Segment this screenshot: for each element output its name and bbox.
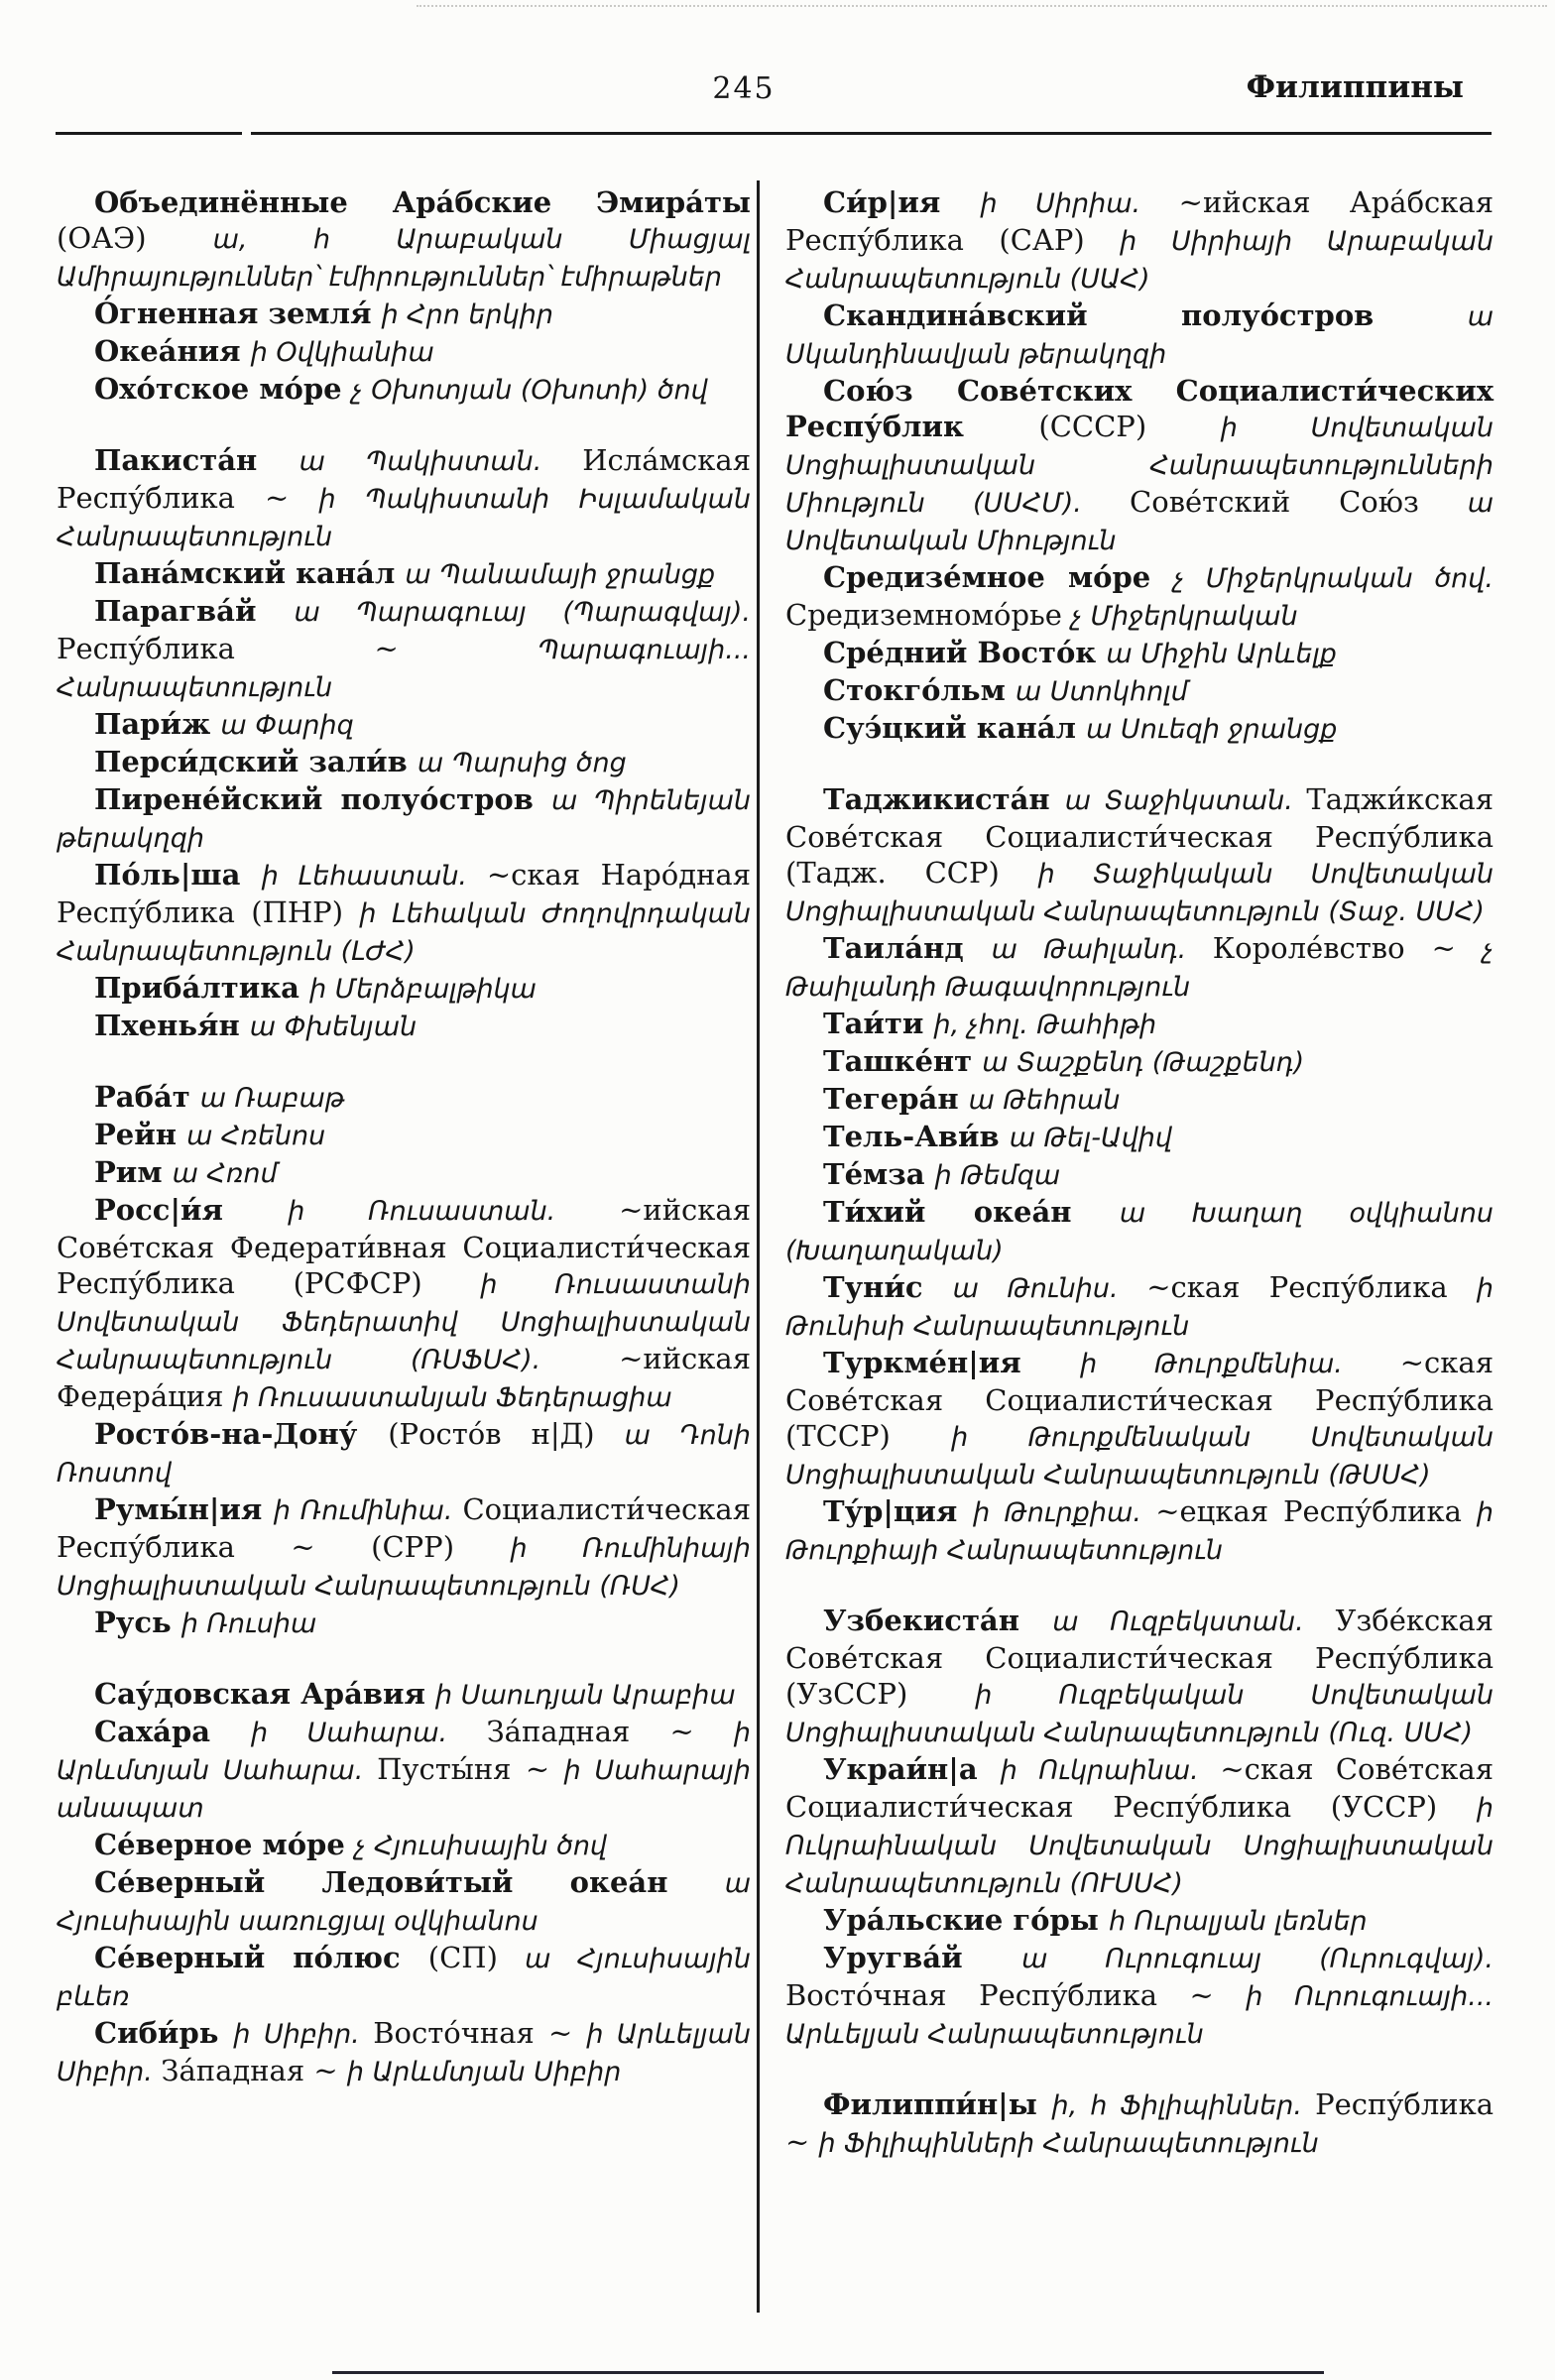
headword: Пана́мский кана́л xyxy=(94,556,406,590)
left-column xyxy=(57,184,751,2090)
headword: Се́верный по́люс xyxy=(94,1941,428,1974)
armenian-text: ի Սահարա. xyxy=(251,1718,487,1748)
headword: Ту́р|ция xyxy=(823,1494,974,1528)
headword: Таджикиста́н xyxy=(823,782,1065,816)
headword: Средизе́мное мо́ре xyxy=(823,560,1174,594)
entry-group xyxy=(57,184,751,409)
armenian-text: ա Հռենոս xyxy=(186,1121,326,1151)
russian-text: Восто́чная ~ xyxy=(373,2016,587,2050)
armenian-text: ի Արևելյան Սիբիր. xyxy=(57,2019,751,2087)
dictionary-entry xyxy=(785,1156,1494,1194)
armenian-text: Պարագուայի... Հանրապետություն xyxy=(57,635,751,703)
russian-text: ~ская Наро́дная Респу́блика (ПНР) xyxy=(57,858,751,929)
russian-text: ~ийская Федера́ция xyxy=(57,1342,751,1413)
headword: Океа́ния xyxy=(94,334,251,368)
armenian-text: ի Արևմտյան Սիբիր xyxy=(346,2057,622,2087)
armenian-text: ա Տաջիկստան. xyxy=(1064,785,1307,816)
russian-text: За́падная ~ xyxy=(161,2054,347,2087)
headword: Рейн xyxy=(94,1118,187,1151)
headword: По́ль|ша xyxy=(94,858,262,892)
armenian-text: ի Ռումինիայի Սոցիալիստական Հանրապետություն (ՌՍՀ) xyxy=(57,1533,751,1602)
right-column xyxy=(785,184,1494,2162)
dictionary-entry xyxy=(57,1117,751,1154)
headword: Саха́ра xyxy=(94,1715,252,1748)
headword: Ти́хий океа́н xyxy=(823,1195,1120,1229)
armenian-text: ա Պակիստան. xyxy=(299,446,583,477)
headword: Сою́з Сове́тских Социалисти́ческих Респу́блик xyxy=(785,374,1494,443)
armenian-text: ա Թել-Ավիվ xyxy=(1009,1123,1173,1153)
dictionary-entry xyxy=(57,593,751,706)
dictionary-entry xyxy=(57,1192,751,1416)
armenian-text: ի Սիրիայի Արաբական Հանրապետություն (ՍԱՀ) xyxy=(785,226,1494,295)
headword: Росс|и́я xyxy=(94,1193,289,1227)
dictionary-entry xyxy=(785,1081,1494,1119)
headword: Пакиста́н xyxy=(94,443,299,477)
russian-text: Социалисти́ческая Респу́блика ~ (СРР) xyxy=(57,1492,752,1564)
armenian-text: ի Թուրքիայի Հանրապետություն xyxy=(785,1497,1494,1566)
dictionary-entry xyxy=(57,442,751,555)
entry-group xyxy=(785,781,1494,1569)
headword: Рим xyxy=(94,1155,173,1189)
headword: Пари́ж xyxy=(94,707,221,741)
armenian-text: ա Պանամայի ջրանցք xyxy=(405,559,716,590)
dictionary-entry xyxy=(785,1345,1494,1493)
entry-group xyxy=(785,1603,1494,2053)
armenian-text: ի Սիրիա. xyxy=(980,188,1179,219)
dictionary-entry xyxy=(785,1119,1494,1156)
dictionary-entry xyxy=(785,559,1494,635)
headword: Росто́в-на-Дону́ xyxy=(94,1417,389,1451)
russian-text: Восто́чная Респу́блика ~ xyxy=(785,1978,1247,2012)
dictionary-entry xyxy=(785,710,1494,748)
scan-artifact-dotted-line xyxy=(417,5,1547,7)
armenian-text: հ Ուրալյան լեռներ xyxy=(1108,1906,1368,1937)
headword: Филиппи́н|ы xyxy=(823,2087,1052,2121)
armenian-text: ի Թուրքմենիա. xyxy=(1080,1349,1400,1379)
russian-text: ~ская Сове́тская Социалисти́ческая Респу́блика (ТССР) xyxy=(785,1346,1494,1453)
dictionary-entry xyxy=(57,1676,751,1714)
headword: Румы́н|ия xyxy=(94,1492,274,1526)
russian-text: Исла́мская Респу́блика ~ xyxy=(57,443,751,515)
guide-word: Филиппины xyxy=(1246,69,1464,105)
headword: Стокго́льм xyxy=(823,673,1016,707)
armenian-text: ի Ուկրաինա. xyxy=(1000,1755,1221,1786)
armenian-text: ա Ստոկհոլմ xyxy=(1015,676,1188,707)
russian-text: Сове́тский Сою́з xyxy=(1130,485,1468,519)
armenian-text: ա Դոնի Ռոստով xyxy=(57,1420,751,1488)
armenian-text: ի Թուրքիա. xyxy=(973,1497,1156,1528)
russian-text: ~ийская Ара́бская Респу́блика (САР) xyxy=(785,185,1495,257)
armenian-text: ի Ռումինիա. xyxy=(273,1495,463,1526)
dictionary-entry xyxy=(57,857,751,970)
armenian-text: ի Արևմտյան Սահարա. xyxy=(57,1718,751,1786)
armenian-text: ա Հյուսիսային բևեռ xyxy=(57,1944,751,2012)
dictionary-entry xyxy=(785,1751,1494,1902)
dictionary-entry xyxy=(57,1079,751,1117)
headword: О́гненная земля́ xyxy=(94,297,382,330)
headword: Узбекиста́н xyxy=(823,1604,1053,1637)
dictionary-entry xyxy=(57,1416,751,1491)
armenian-text: ա Հյուսիսային սառուցյալ օվկիանոս xyxy=(57,1868,751,1937)
headword: Сиби́рь xyxy=(94,2016,234,2050)
russian-text: (СП) xyxy=(427,1941,526,1974)
armenian-text: ա Խաղաղ օվկիանոս (Խաղաղական) xyxy=(785,1198,1494,1266)
armenian-text: ի Լեհաստան. xyxy=(261,861,487,892)
dictionary-entry xyxy=(57,371,751,409)
russian-text: (Росто́в н|Д) xyxy=(388,1417,625,1451)
dictionary-entry xyxy=(57,333,751,371)
armenian-text: ա Տաշքենդ (Թաշքենդ) xyxy=(982,1047,1305,1078)
dictionary-entry xyxy=(57,970,751,1008)
armenian-text: ի Ռուսիա xyxy=(180,1608,317,1639)
dictionary-entry xyxy=(785,635,1494,672)
entry-group xyxy=(57,442,751,1045)
dictionary-entry xyxy=(785,672,1494,710)
armenian-text: չ Միջերկրական ծով. xyxy=(1173,563,1494,594)
headword: Сре́дний Восто́к xyxy=(823,636,1107,669)
armenian-text: ի Մերձբալթիկա xyxy=(309,974,537,1005)
armenian-text: ա Փխենյան xyxy=(249,1012,418,1042)
russian-text: ~ская Респу́блика xyxy=(1146,1270,1477,1304)
headword: Ташке́нт xyxy=(823,1044,983,1078)
dictionary-entry xyxy=(785,1603,1494,1751)
armenian-text: ի Սիբիր. xyxy=(233,2019,374,2050)
russian-text: Узбе́кская Сове́тская Социалисти́ческая Респу́блика (УзССР) xyxy=(785,1604,1494,1711)
entry-group xyxy=(785,2086,1494,2162)
dictionary-entry xyxy=(785,184,1494,298)
headword: Ура́льские го́ры xyxy=(823,1903,1109,1937)
dictionary-entry xyxy=(785,373,1494,559)
page-number: 245 xyxy=(712,71,776,106)
armenian-text: ա Ուզբեկստան. xyxy=(1052,1606,1336,1637)
russian-text: Таджи́кская Сове́тская Социалисти́ческая Респу́блика (Тадж. ССР) xyxy=(785,782,1494,890)
entry-group xyxy=(57,1079,751,1642)
dictionary-entry xyxy=(785,1043,1494,1081)
headword: Перси́дский зали́в xyxy=(94,745,418,778)
dictionary-entry xyxy=(785,1902,1494,1940)
dictionary-entry xyxy=(57,2015,751,2090)
armenian-text: ի Լեհական Ժողովրդական Հանրապետություն (ԼԺՀ) xyxy=(57,898,751,967)
dictionary-entry xyxy=(785,930,1494,1006)
dictionary-entry xyxy=(57,1827,751,1864)
armenian-text: ի Սահարայի անապատ xyxy=(57,1755,752,1824)
russian-text: Короле́вство ~ xyxy=(1212,931,1484,965)
dictionary-entry xyxy=(57,1491,751,1605)
headword: Скандина́вский полуо́стров xyxy=(823,298,1468,332)
armenian-text: ի Պակիստանի Իսլամական Հանրապետություն xyxy=(57,484,751,552)
dictionary-entry xyxy=(57,184,751,296)
headword: Туркме́н|ия xyxy=(823,1346,1081,1379)
armenian-text: ա Պիրենեյան թերակղզի xyxy=(57,785,751,854)
armenian-text: ա Թեհրան xyxy=(968,1085,1121,1116)
armenian-text: ա Պարագուայ (Պարագվայ). xyxy=(294,597,752,628)
armenian-text: ա Ռաբաթ xyxy=(199,1083,345,1114)
armenian-text: չ Թաիլանդի Թագավորություն xyxy=(785,934,1494,1003)
russian-text: Респу́блика ~ xyxy=(785,2087,1494,2159)
dictionary-entry xyxy=(785,1940,1494,2053)
dictionary-entry xyxy=(57,296,751,333)
headword: Украи́н|а xyxy=(823,1752,1001,1786)
armenian-text: ա Հռոմ xyxy=(172,1158,278,1189)
russian-text: (СССР) xyxy=(1038,410,1221,443)
armenian-text: ա Սովետական Միություն xyxy=(785,488,1494,556)
dictionary-entry xyxy=(785,1493,1494,1569)
dictionary-entry xyxy=(785,781,1494,930)
russian-text: Респу́блика ~ xyxy=(57,632,538,665)
headword: Тель-Ави́в xyxy=(823,1120,1010,1153)
dictionary-entry xyxy=(57,1940,751,2015)
russian-text: ~ийская Сове́тская Федерати́вная Социалисти́ческая Респу́блика (РСФСР) xyxy=(57,1193,752,1300)
dictionary-entry xyxy=(57,706,751,744)
dictionary-entry xyxy=(57,744,751,781)
scan-artifact-line xyxy=(332,2371,1324,2374)
entry-group xyxy=(57,1676,751,2090)
russian-text: За́падная ~ xyxy=(486,1715,734,1748)
armenian-text: ա Սուեզի ջրանցք xyxy=(1086,714,1338,745)
dictionary-entry xyxy=(57,1864,751,1940)
armenian-text: ա Սկանդինավյան թերակղզի xyxy=(785,301,1494,370)
armenian-text: ի Ռուսաստանյան Ֆեդերացիա xyxy=(232,1382,672,1413)
headword: Се́верный Ледови́тый океа́н xyxy=(94,1865,725,1899)
armenian-text: ա Փարիզ xyxy=(220,710,354,741)
headword: Сау́довская Ара́вия xyxy=(94,1677,436,1711)
headword: Те́мза xyxy=(823,1157,935,1191)
armenian-text: ի Ուկրաինական Սովետական Սոցիալիստական Հանրապետություն (ՈՒՍՍՀ) xyxy=(785,1793,1494,1899)
armenian-text: ի Տաջիկական Սովետական Սոցիալիստական Հանրապետություն (Տաջ. ՍՍՀ) xyxy=(785,859,1494,927)
dictionary-entry xyxy=(57,781,751,857)
armenian-text: չ Միջերկրական xyxy=(1071,601,1298,632)
armenian-text: ա Միջին Արևելք xyxy=(1106,639,1337,669)
headword: Уругва́й xyxy=(823,1941,1022,1974)
headword: Объединённые Ара́бские Эмира́ты xyxy=(94,185,751,219)
dictionary-entry xyxy=(57,1605,751,1642)
russian-text: ~ецкая Респу́блика xyxy=(1155,1494,1477,1528)
headword: Си́р|ия xyxy=(823,185,981,219)
russian-text: (ОАЭ) xyxy=(57,221,213,255)
headword: Парагва́й xyxy=(94,594,295,628)
russian-text: ~ская Сове́тская Социалисти́ческая Респу́блика (УССР) xyxy=(785,1752,1494,1824)
headword: Раба́т xyxy=(94,1080,200,1114)
headword: Приба́лтика xyxy=(94,971,310,1005)
armenian-text: ի Հրո երկիր xyxy=(381,299,553,330)
dictionary-entry xyxy=(785,298,1494,373)
dictionary-entry xyxy=(57,1154,751,1192)
dictionary-entry xyxy=(785,2086,1494,2162)
armenian-text: ա Թունիս. xyxy=(952,1273,1147,1304)
armenian-text: ա Ուրուգուայ (Ուրուգվայ). xyxy=(1021,1944,1494,1974)
dictionary-entry xyxy=(57,555,751,593)
headword: Таи́ти xyxy=(823,1007,934,1040)
headword: Суэ́цкий кана́л xyxy=(823,711,1087,745)
dictionary-entry xyxy=(785,1194,1494,1269)
armenian-text: ի, հ Ֆիլիպիններ. xyxy=(1051,2090,1316,2121)
header-rule xyxy=(56,132,1492,135)
armenian-text: ա Պարսից ծոց xyxy=(417,748,627,778)
armenian-text: ի Թունիսի Հանրապետություն xyxy=(785,1273,1495,1342)
armenian-text: ա, հ Արաբական Միացյալ Ամիրայություններ՝ էմիրություններ՝ էմիրաթներ xyxy=(57,224,751,293)
armenian-text: ի Օվկիանիա xyxy=(250,337,434,368)
headword: Охо́тское мо́ре xyxy=(94,372,352,406)
russian-text: Средиземномо́рье xyxy=(785,598,1072,632)
armenian-text: ի Ուզբեկական Սովետական Սոցիալիստական Հանրապետություն (Ուզ. ՍՍՀ) xyxy=(785,1680,1494,1748)
headword: Туни́с xyxy=(823,1270,953,1304)
dictionary-entry xyxy=(57,1008,751,1045)
dictionary-entry xyxy=(785,1006,1494,1043)
armenian-text: ի Սաուդյան Արաբիա xyxy=(435,1680,736,1711)
armenian-text: ի Ռուսաստան. xyxy=(288,1196,620,1227)
armenian-text: ի Ռուսաստանի Սովետական Ֆեդերատիվ Սոցիալիստական Հանրապետություն (ՌՍՖՍՀ). xyxy=(57,1269,751,1375)
armenian-text: ի, չհոլ. Թահիթի xyxy=(933,1010,1157,1040)
armenian-text: ի Ֆիլիպինների Հանրապետություն xyxy=(818,2128,1319,2159)
headword: Русь xyxy=(94,1606,181,1639)
headword: Пирене́йский полуо́стров xyxy=(94,782,551,816)
headword: Таила́нд xyxy=(823,931,992,965)
entry-group xyxy=(785,184,1494,748)
armenian-text: չ Հյուսիսային ծով xyxy=(354,1831,608,1861)
armenian-text: ի Սովետական Սոցիալիստական Հանրապետությունների Միություն (ՍՍՀՄ). xyxy=(785,413,1494,519)
armenian-text: չ Օխոտյան (Օխոտի) ծով xyxy=(351,375,708,406)
armenian-text: ի Ուրուգուայի... Արևելյան Հանրապետություն xyxy=(785,1981,1494,2050)
dictionary-entry xyxy=(57,1714,751,1827)
column-divider xyxy=(757,180,760,2313)
dictionary-entry xyxy=(785,1269,1494,1345)
headword: Тегера́н xyxy=(823,1082,969,1116)
armenian-text: ա Թաիլանդ. xyxy=(991,934,1213,965)
armenian-text: ի Թուրքմենական Սովետական Սոցիալիստական Հանրապետություն (ԹՍՍՀ) xyxy=(785,1422,1494,1490)
headword: Пхенья́н xyxy=(94,1009,250,1042)
headword: Се́верное мо́ре xyxy=(94,1828,355,1861)
russian-text: Пусты́ня ~ xyxy=(377,1752,564,1786)
armenian-text: ի Թեմզա xyxy=(934,1160,1061,1191)
